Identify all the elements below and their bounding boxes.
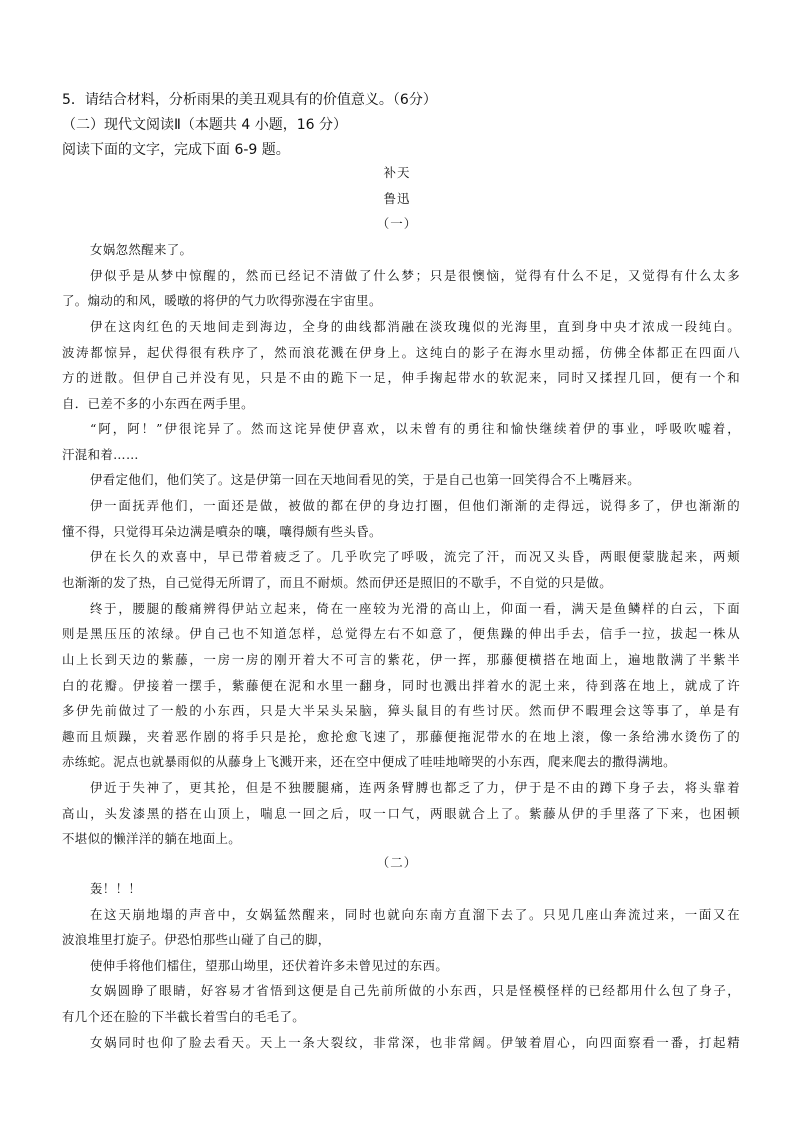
paragraph-line: 轰！！！: [90, 881, 142, 896]
paragraph-line: 了。煽动的和风，暖暾的将伊的气力吹得弥漫在宇宙里。: [62, 293, 382, 308]
paragraph-line: 伊看定他们，他们笑了。这是伊第一回在天地间看见的笑，于是自己也第一回笑得合不上嘴唇来。: [90, 472, 640, 487]
paragraph-line: 伊似乎是从梦中惊醒的，然而已经记不清做了什么梦；只是很懊恼，觉得有什么不足，又觉得有什么太多: [90, 268, 740, 283]
question-5: 5．请结合材料，分析雨果的美丑观具有的价值意义。（6分）: [62, 92, 437, 108]
paragraph-line: 方的迸散。但伊自己并没有见，只是不由的跪下一足，伸手掬起带水的软泥来，同时又揉捏几回，便有一个和: [62, 370, 740, 385]
paragraph-line: 则是黑压压的浓绿。伊自己也不知道怎样，总觉得左右不如意了，便焦躁的伸出手去，信手一拉，拔起一株从: [62, 626, 740, 641]
paragraph-line: 波涛都惊异，起伏得很有秩序了，然而浪花溅在伊身上。这纯白的影子在海水里动摇，仿佛全体都正在四面八: [62, 345, 740, 360]
paragraph-line: 赤练蛇。泥点也就暴雨似的从藤身上飞溅开来，还在空中便成了哇哇地啼哭的小东西，爬来爬去的撒得满地。: [62, 754, 676, 769]
paragraph-line: 女娲同时也仰了脸去看天。天上一条大裂纹，非常深，也非常阔。伊皱着眉心，向四面察看一番，打起精: [90, 1035, 740, 1050]
paragraph-line: 也渐渐的发了热，自己觉得无所谓了，而且不耐烦。然而伊还是照旧的不歇手，不自觉的只是做。: [62, 575, 612, 590]
paragraph-line: 山上长到天边的紫藤，一房一房的刚开着大不可言的紫花，伊一挥，那藤便横搭在地面上，遍地散满了半紫半: [62, 652, 740, 667]
part-marker-2: （二）: [376, 855, 418, 870]
part-marker-1: （一）: [376, 216, 418, 231]
paragraph-line: 趣而且烦躁，夹着恶作剧的将手只是抡，愈抡愈飞速了，那藤便拖泥带水的在地上滚，像一条给沸水烫伤了的: [62, 729, 740, 744]
paragraph-line: 使伸手将他们檑住，望那山坳里，还伏着许多未曾见过的东西。: [90, 958, 449, 973]
paragraph-line: 白的花瓣。伊接着一摆手，紫藤便在泥和水里一翻身，同时也溅出拌着水的泥土来，待到落在地上，就成了许: [62, 678, 740, 693]
paragraph-line: 高山，头发漆黑的搭在山顶上，喘息一回之后，叹一口气，两眼就合上了。紫藤从伊的手里落了下来，也困顿: [62, 806, 740, 821]
paragraph-line: 波浪堆里打旋子。伊恐怕那些山碰了自己的脚，: [62, 932, 331, 947]
article-title: 补天: [383, 165, 411, 180]
paragraph-line: 女娲忽然醒来了。: [90, 242, 193, 257]
reading-instruction: 阅读下面的文字，完成下面 6-9 题。: [62, 142, 290, 158]
paragraph-line: 不堪似的懒洋洋的躺在地面上。: [62, 831, 242, 846]
paragraph-line: 伊在长久的欢喜中，早已带着疲乏了。几乎吹完了呼吸，流完了汗，而况又头昏，两眼便蒙胧起来，两颊: [90, 549, 740, 564]
article-author: 鲁迅: [383, 191, 411, 206]
section-heading: （二）现代文阅读Ⅱ（本题共 4 小题，16 分）: [62, 117, 347, 133]
paragraph-line: 懂不得，只觉得耳朵边满是噴杂的嚷，嚷得颇有些头昏。: [62, 524, 382, 539]
paragraph-line: 在这天崩地塌的声音中，女娲猛然醒来，同时也就向东南方直溜下去了。只见几座山奔流过来，一面又在: [90, 907, 740, 922]
paragraph-line: “阿，阿！”伊很诧异了。然而这诧异使伊喜欢，以未曾有的勇往和愉快继续着伊的事业，呼吸吹嘘着，: [90, 421, 740, 436]
paragraph-line: 多伊先前做过了一般的小东西，只是大半呆头呆脑，獐头鼠目的有些讨厌。然而伊不暇理会这等事了，单是有: [62, 703, 740, 718]
paragraph-line: 自．已差不多的小东西在两手里。: [62, 396, 254, 411]
paragraph-line: 伊在这肉红色的天地间走到海边，全身的曲线都消融在淡玫瑰似的光海里，直到身中央才浓成一段纯白。: [90, 319, 740, 334]
paragraph-line: 有几个还在脸的下半截长着雪白的毛毛了。: [62, 1009, 306, 1024]
paragraph-line: 终于，腰腿的酸痛辨得伊站立起来，倚在一座较为光滑的高山上，仰面一看，满天是鱼鳞样的白云，下面: [90, 601, 740, 616]
paragraph-line: 女娲圆睁了眼睛，好容易才省悟到这便是自己先前所做的小东西，只是怪模怪样的已经都用什么包了身子，: [90, 983, 740, 998]
paragraph-line: 伊一面抚弄他们，一面还是做，被做的都在伊的身边打圈，但他们渐渐的走得远，说得多了，伊也渐渐的: [90, 498, 740, 513]
paragraph-line: 伊近于失神了，更其抡，但是不独腰腿痛，连两条臂膊也都乏了力，伊于是不由的蹲下身子去，将头靠着: [90, 780, 740, 795]
paragraph-line: 汗混和着……: [62, 447, 139, 462]
